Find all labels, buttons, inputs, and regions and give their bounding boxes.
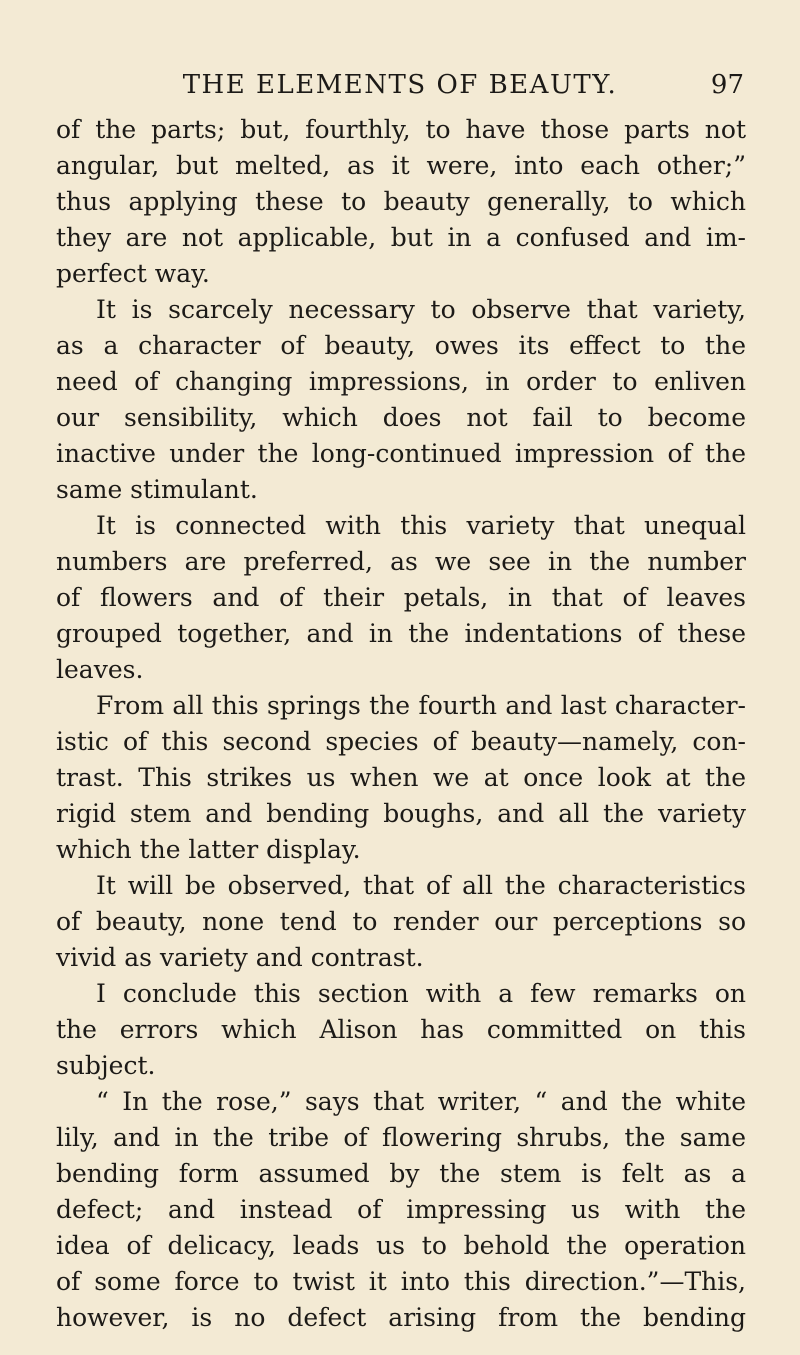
text-line: of beauty, none tend to render our perceptions so — [56, 907, 746, 936]
text-line: trast. This strikes us when we at once look at the — [56, 763, 746, 792]
text-line: bending form assumed by the stem is felt as a — [56, 1159, 746, 1188]
body-text — [56, 112, 746, 1336]
text-line: subject. — [56, 1051, 156, 1080]
text-line: perfect way. — [56, 259, 210, 288]
text-line: istic of this second species of beauty—namely, con- — [56, 727, 746, 756]
text-line: vivid as variety and contrast. — [56, 943, 424, 972]
text-line: of the parts; but, fourthly, to have those parts not — [56, 115, 746, 144]
text-line: as a character of beauty, owes its effect to the — [56, 331, 746, 360]
running-title: THE ELEMENTS OF BEAUTY. — [182, 70, 618, 100]
text-line: leaves. — [56, 655, 144, 684]
text-line: numbers are preferred, as we see in the number — [56, 547, 746, 576]
text-line: It is scarcely necessary to observe that variety, — [96, 295, 746, 324]
text-line: I conclude this section with a few remarks on — [96, 979, 746, 1008]
page-number: 97 — [710, 70, 744, 100]
text-line: From all this springs the fourth and last character- — [96, 691, 746, 720]
text-line: “ In the rose,” says that writer, “ and the white — [96, 1087, 746, 1116]
text-line: angular, but melted, as it were, into each other;” — [56, 151, 746, 180]
text-line: inactive under the long-continued impression of the — [56, 439, 746, 468]
text-line: our sensibility, which does not fail to become — [56, 403, 746, 432]
text-line: thus applying these to beauty generally, to which — [56, 187, 746, 216]
text-line: however, is no defect arising from the bending — [56, 1303, 746, 1332]
text-line: It is connected with this variety that unequal — [96, 511, 746, 540]
text-line: need of changing impressions, in order to enliven — [56, 367, 746, 396]
text-line: It will be observed, that of all the characteristics — [96, 871, 746, 900]
text-line: lily, and in the tribe of flowering shrubs, the same — [56, 1123, 746, 1152]
text-line: same stimulant. — [56, 475, 258, 504]
text-line: which the latter display. — [56, 835, 361, 864]
text-line: of flowers and of their petals, in that of leaves — [56, 583, 746, 612]
text-line: they are not applicable, but in a confused and im- — [56, 223, 746, 252]
text-line: defect; and instead of impressing us with the — [56, 1195, 746, 1224]
text-line: grouped together, and in the indentations of these — [56, 619, 746, 648]
running-head — [0, 60, 800, 100]
text-line: the errors which Alison has committed on this — [56, 1015, 746, 1044]
text-line: idea of delicacy, leads us to behold the operation — [56, 1231, 746, 1260]
text-line: rigid stem and bending boughs, and all the variety — [56, 799, 746, 828]
text-line: of some force to twist it into this direction.”—This, — [56, 1267, 746, 1296]
